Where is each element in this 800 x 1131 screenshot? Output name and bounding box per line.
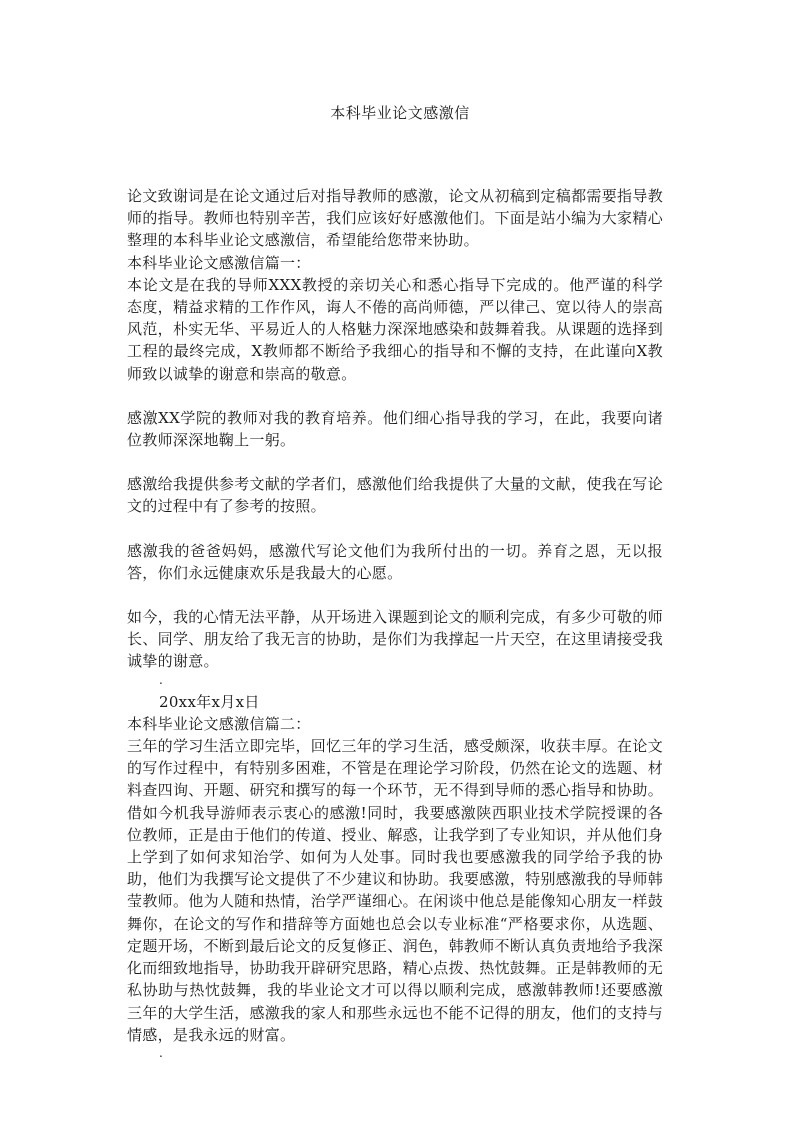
section2-paragraph: 三年的学习生活立即完毕，回忆三年的学习生活，感受颇深，收获丰厚。在论文的写作过程中，有特别多困难，不管是在理论学习阶段，仍然在论文的选题、材料查四询、开题、研究和撰写的每一个环节，无不得到导师的悉心指导和协助。借如今机我导游师表示衷心的感激!同时，我要感激陕西职业技术学院授课的各位教师，正是由于他们的传道、授业、解惑，让我学到了专业知识，并从他们身上学到了如何求知治学、如何为人处事。同时我也要感激我的同学给予我的协助，他们为我撰写论文提供了不少建议和协助。我要感激，特别感激我的导师韩莹教师。他为人随和热情，治学严谨细心。在闲谈中他总是能像知心朋友一样鼓舞你，在论文的写作和措辞等方面她也总会以专业标准“严格要求你，从选题、定题开场，不断到最后论文的反复修正、润色，韩教师不断认真负责地给予我深化而细致地指导，协助我开辟研究思路，精心点拨、热忱鼓舞。正是韩教师的无私协助与热忱鼓舞，我的毕业论文才可以得以顺利完成，感激韩教师!还要感激三年的大学生活，感激我的家人和那些永远也不能不记得的朋友，他们的支持与情感，是我永远的财富。 <box>127 737 663 1044</box>
dot-marker: . <box>159 672 164 687</box>
paragraph-gap <box>127 518 663 540</box>
section1-paragraph: 感激我的爸爸妈妈，感激代写论文他们为我所付出的一切。养育之恩，无以报答，你们永远健康欢乐是我最大的心愿。 <box>127 541 663 582</box>
paragraph-gap <box>127 451 663 473</box>
section1-paragraph: 本论文是在我的导师XXX教授的亲切关心和悉心指导下完成的。他严谨的科学态度，精益求精的工作作风，诲人不倦的高尚师德，严以律己、宽以待人的崇高风范，朴实无华、平易近人的人格魅力深深地感染和鼓舞着我。从课题的选择到工程的最终完成，X教师都不断给予我细心的指导和不懈的支持，在此谨向X教师致以诚挚的谢意和崇高的敬意。 <box>127 275 663 383</box>
letter-date: 20xx年x月x日 <box>159 692 260 711</box>
section1-paragraph: 感激给我提供参考文献的学者们，感激他们给我提供了大量的文献，使我在写论文的过程中有了参考的按照。 <box>127 475 663 516</box>
page-title: 本科毕业论文感激信 <box>330 104 470 122</box>
document-body <box>127 185 663 1064</box>
dot-marker: . <box>159 1045 164 1060</box>
section-heading-2: 本科毕业论文感激信篇二： <box>127 714 311 733</box>
section1-paragraph: 感激XX学院的教师对我的教育培养。他们细心指导我的学习，在此，我要向诸位教师深深地鞠上一躬。 <box>127 408 663 450</box>
section-heading-1: 本科毕业论文感激信篇一： <box>127 253 311 272</box>
paragraph-gap <box>127 584 663 606</box>
section1-paragraph: 如今，我的心情无法平静，从开场进入课题到论文的顺利完成，有多少可敬的师长、同学、朋友给了我无言的协助，是你们为我撑起一片天空，在这里请接受我诚挚的谢意。 <box>127 608 663 671</box>
paragraph-gap <box>127 385 663 407</box>
intro-paragraph: 论文致谢词是在论文通过后对指导教师的感激，论文从初稿到定稿都需要指导教师的指导。教师也特别辛苦，我们应该好好感激他们。下面是站小编为大家精心整理的本科毕业论文感激信，希望能给您带来协助。 <box>127 187 663 250</box>
